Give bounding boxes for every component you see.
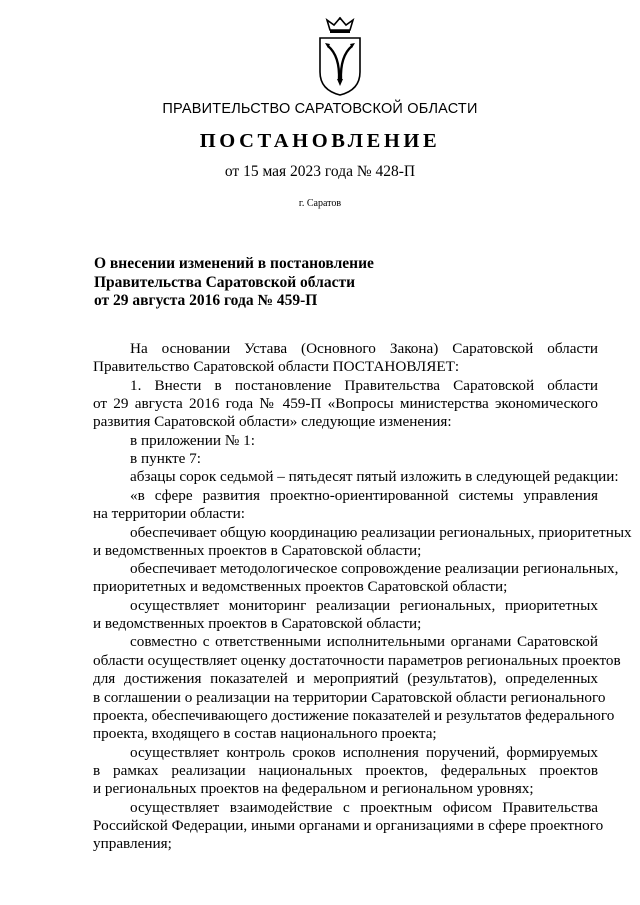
body-line: осуществляет контроль сроков исполнения поручений, формируемых [130, 744, 598, 761]
document-subject [94, 255, 494, 311]
body-line: на территории области: [93, 505, 246, 522]
body-line: в рамках реализации национальных проектов, федеральных проектов [93, 762, 598, 779]
body-line: осуществляет мониторинг реализации региональных, приоритетных [130, 597, 598, 614]
body-line: На основании Устава (Основного Закона) Саратовской области [130, 340, 598, 357]
subject-line: О внесении изменений в постановление [94, 255, 374, 272]
body-line: осуществляет взаимодействие с проектным офисом Правительства [130, 799, 598, 816]
body-line: в соглашении о реализации на территории Саратовской области регионального [93, 689, 606, 706]
subject-line: Правительства Саратовской области [94, 273, 355, 291]
body-line: «в сфере развития проектно-ориентированной системы управления [130, 487, 598, 504]
body-line: области осуществляет оценку достаточности параметров региональных проектов [93, 652, 621, 669]
body-line: приоритетных и ведомственных проектов Саратовской области; [93, 578, 508, 595]
body-line: и ведомственных проектов в Саратовской области; [93, 615, 422, 632]
body-line: развития Саратовской области» следующие изменения: [93, 413, 452, 430]
body-line: 1. Внести в постановление Правительства Саратовской области [130, 377, 598, 394]
body-line: совместно с ответственными исполнительными органами Саратовской [130, 633, 598, 650]
body-line: в пункте 7: [130, 450, 201, 467]
body-line: проекта, входящего в состав национального проекта; [93, 725, 437, 742]
body-line: в приложении № 1: [130, 432, 255, 449]
document-date-number: от 15 мая 2023 года № 428-П [224, 163, 416, 180]
body-line: обеспечивает общую координацию реализации региональных, приоритетных [130, 524, 632, 541]
body-line: для достижения показателей и мероприятий (результатов), определенных [93, 670, 598, 687]
saratov-coat-of-arms-icon [318, 16, 362, 96]
body-line: обеспечивает методологическое сопровождение реализации региональных, [130, 560, 619, 577]
body-line: Российской Федерации, иными органами и организациями в сфере проектного [93, 817, 604, 834]
organization-title: ПРАВИТЕЛЬСТВО САРАТОВСКОЙ ОБЛАСТИ [162, 101, 478, 117]
document-city: г. Саратов [298, 198, 342, 209]
body-line: абзацы сорок седьмой – пятьдесят пятый изложить в следующей редакции: [130, 468, 619, 485]
document-type: ПОСТАНОВЛЕНИЕ [199, 130, 441, 152]
body-line: проекта, обеспечивающего достижение показателей и результатов федерального [93, 707, 615, 724]
body-line: управления; [93, 835, 172, 852]
body-line: от 29 августа 2016 года № 459-П «Вопросы министерства экономического [93, 395, 598, 412]
subject-line: от 29 августа 2016 года № 459-П [94, 292, 318, 310]
body-line: и ведомственных проектов в Саратовской области; [93, 542, 422, 559]
body-line: и региональных проектов на федеральном и региональном уровнях; [93, 780, 534, 797]
body-line: Правительство Саратовской области ПОСТАНОВЛЯЕТ: [93, 358, 460, 375]
